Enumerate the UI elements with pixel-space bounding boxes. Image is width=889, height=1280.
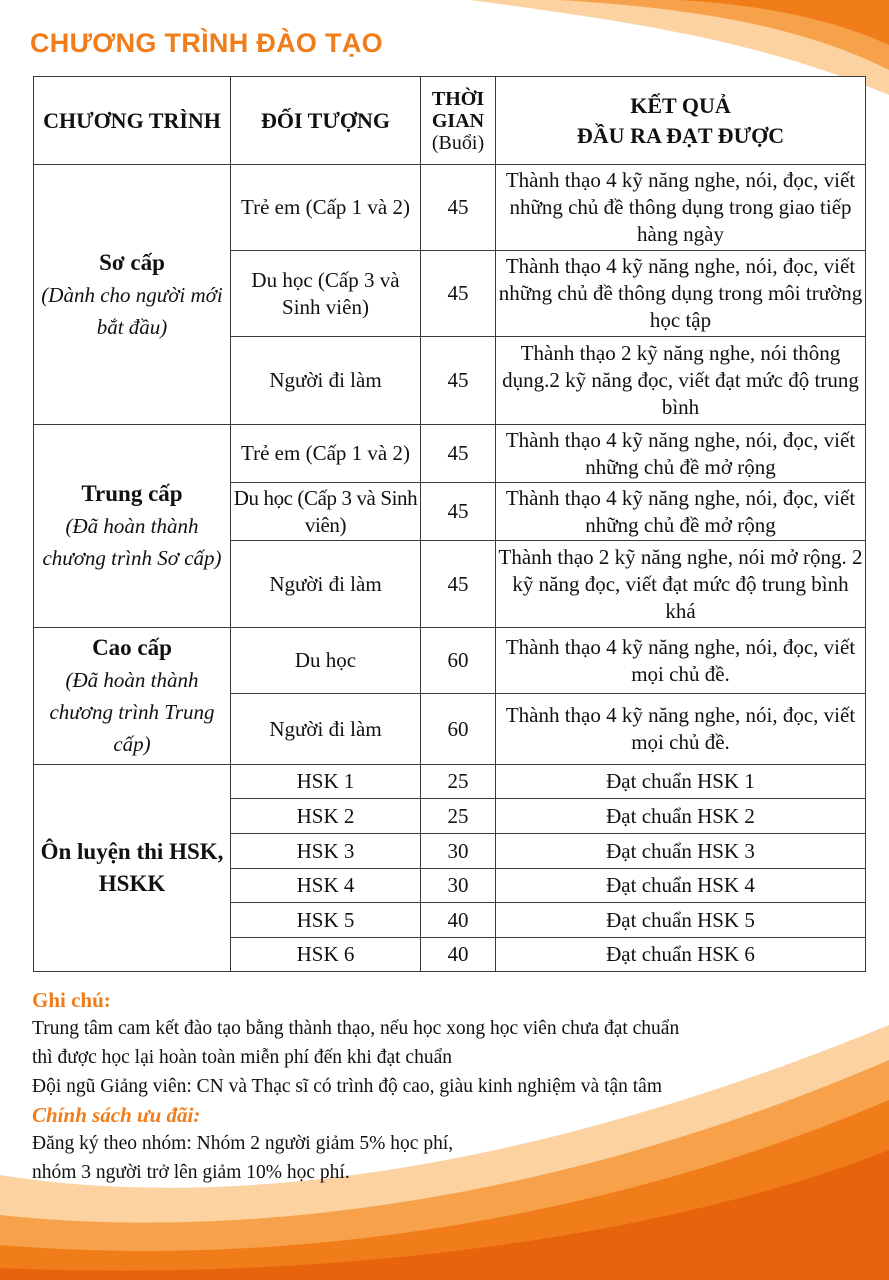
result-cell: Đạt chuẩn HSK 1	[496, 765, 866, 799]
sessions-cell: 45	[421, 337, 496, 425]
header-time-line1: THỜI	[431, 87, 485, 110]
sessions-cell: 45	[421, 165, 496, 251]
sessions-cell: 45	[421, 483, 496, 541]
table-row	[34, 425, 866, 483]
sessions-cell: 60	[421, 628, 496, 694]
table-row	[34, 765, 866, 799]
audience-cell: HSK 6	[231, 938, 421, 972]
program-name: Cao cấp	[92, 635, 172, 660]
program-table	[33, 76, 866, 972]
policy-line: Đăng ký theo nhóm: Nhóm 2 người giảm 5% học phí,	[32, 1133, 454, 1154]
audience-cell: Trẻ em (Cấp 1 và 2)	[231, 425, 421, 483]
program-name: Ôn luyện thi HSK, HSKK	[40, 839, 224, 896]
result-cell: Thành thạo 4 kỹ năng nghe, nói, đọc, viết những chủ đề thông dụng trong giao tiếp hàng ngày	[496, 165, 866, 251]
program-name: Trung cấp	[81, 481, 183, 506]
result-cell: Thành thạo 4 kỹ năng nghe, nói, đọc, viết mọi chủ đề.	[496, 694, 866, 765]
sessions-cell: 30	[421, 869, 496, 903]
sessions-cell: 30	[421, 834, 496, 869]
program-desc: (Đã hoàn thành chương trình Trung cấp)	[49, 668, 215, 756]
note-line: thì được học lại hoàn toàn miễn phí đến khi đạt chuẩn	[32, 1047, 452, 1068]
audience-cell: Người đi làm	[231, 337, 421, 425]
audience-cell: Du học (Cấp 3 và Sinh viên)	[231, 251, 421, 337]
result-cell: Đạt chuẩn HSK 2	[496, 799, 866, 834]
header-time-unit: (Buổi)	[431, 131, 485, 154]
result-cell: Thành thạo 4 kỹ năng nghe, nói, đọc, viết những chủ đề mở rộng	[496, 425, 866, 483]
page-title: CHƯƠNG TRÌNH ĐÀO TẠO	[30, 28, 383, 58]
policy-heading: Chính sách ưu đãi:	[32, 1103, 201, 1127]
sessions-cell: 40	[421, 903, 496, 938]
result-cell: Đạt chuẩn HSK 5	[496, 903, 866, 938]
header-result-line1: KẾT QUẢ	[630, 92, 731, 118]
audience-cell: Trẻ em (Cấp 1 và 2)	[231, 165, 421, 251]
note-line: Đội ngũ Giảng viên: CN và Thạc sĩ có trình độ cao, giàu kinh nghiệm và tận tâm	[32, 1076, 663, 1097]
header-result	[496, 77, 866, 165]
result-cell: Thành thạo 2 kỹ năng nghe, nói thông dụng.2 kỹ năng đọc, viết đạt mức độ trung bình	[496, 337, 866, 425]
result-cell: Thành thạo 4 kỹ năng nghe, nói, đọc, viết những chủ đề mở rộng	[496, 483, 866, 541]
program-cell	[34, 165, 231, 425]
audience-cell: HSK 2	[231, 799, 421, 834]
note-line: Trung tâm cam kết đào tạo bằng thành thạo, nếu học xong học viên chưa đạt chuẩn	[32, 1018, 680, 1039]
notes-heading: Ghi chú:	[32, 988, 111, 1012]
audience-cell: Du học	[231, 628, 421, 694]
program-cell	[34, 628, 231, 765]
program-name: Sơ cấp	[99, 249, 165, 275]
table-header-row	[34, 77, 866, 165]
result-cell: Đạt chuẩn HSK 4	[496, 869, 866, 903]
sessions-cell: 60	[421, 694, 496, 765]
table-row	[34, 165, 866, 251]
result-cell: Đạt chuẩn HSK 3	[496, 834, 866, 869]
audience-cell: HSK 4	[231, 869, 421, 903]
audience-cell: Người đi làm	[231, 694, 421, 765]
sessions-cell: 25	[421, 765, 496, 799]
result-cell: Thành thạo 4 kỹ năng nghe, nói, đọc, viết những chủ đề thông dụng trong môi trường học tập	[496, 251, 866, 337]
program-desc: (Đã hoàn thành chương trình Sơ cấp)	[42, 514, 222, 570]
audience-cell: HSK 5	[231, 903, 421, 938]
header-result-line2: ĐẦU RA ĐẠT ĐƯỢC	[576, 122, 785, 148]
sessions-cell: 45	[421, 251, 496, 337]
sessions-cell: 45	[421, 425, 496, 483]
result-cell: Thành thạo 2 kỹ năng nghe, nói mở rộng. 2 kỹ năng đọc, viết đạt mức độ trung bình khá	[496, 541, 866, 628]
audience-cell: Du học (Cấp 3 và Sinh viên)	[231, 483, 421, 541]
program-cell	[34, 425, 231, 628]
sessions-cell: 45	[421, 541, 496, 628]
header-program: CHƯƠNG TRÌNH	[34, 77, 231, 165]
header-time	[421, 77, 496, 165]
policy-line: nhóm 3 người trở lên giảm 10% học phí.	[32, 1162, 350, 1183]
audience-cell: HSK 1	[231, 765, 421, 799]
header-audience: ĐỐI TƯỢNG	[231, 77, 421, 165]
table-row	[34, 628, 866, 694]
header-time-line2: GIAN	[431, 109, 485, 132]
sessions-cell: 25	[421, 799, 496, 834]
program-cell	[34, 765, 231, 972]
audience-cell: Người đi làm	[231, 541, 421, 628]
program-desc: (Dành cho người mới bắt đầu)	[41, 282, 223, 339]
result-cell: Đạt chuẩn HSK 6	[496, 938, 866, 972]
sessions-cell: 40	[421, 938, 496, 972]
audience-cell: HSK 3	[231, 834, 421, 869]
result-cell: Thành thạo 4 kỹ năng nghe, nói, đọc, viết mọi chủ đề.	[496, 628, 866, 694]
notes-section	[32, 986, 872, 1187]
